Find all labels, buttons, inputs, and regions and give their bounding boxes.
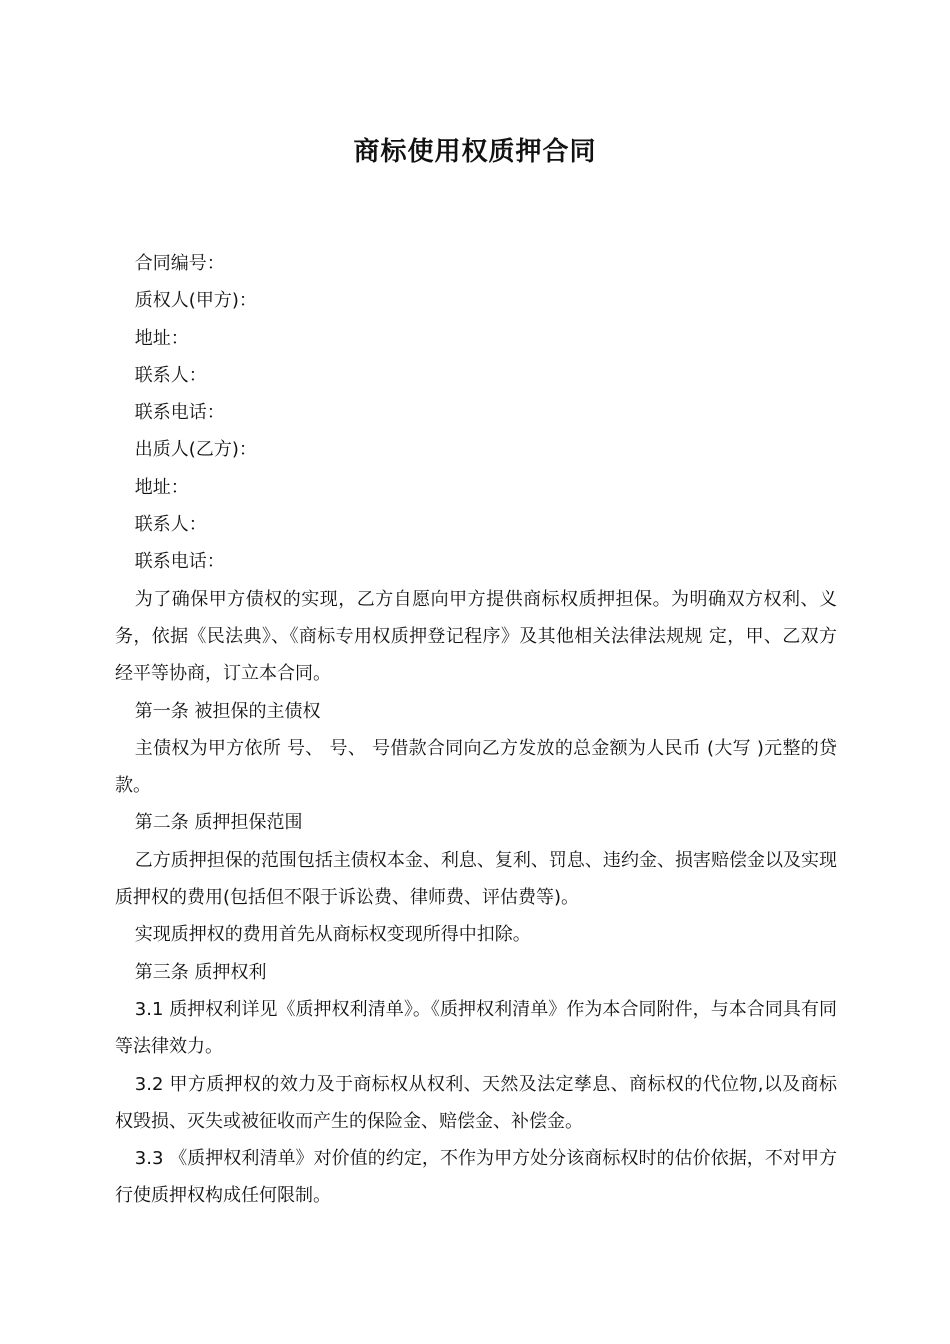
article-1-paragraph: 主债权为甲方依所 号、 号、 号借款合同向乙方发放的总金额为人民币 (大写 )元整的贷款。 <box>115 737 837 797</box>
field-pledgee-contact: 联系人： <box>134 364 207 386</box>
clause-3-3: 3.3 《质押权利清单》对价值的约定，不作为甲方处分该商标权时的估价依据，不对甲方行使质押权构成任何限制。 <box>115 1148 837 1207</box>
field-pledgor-address: 地址： <box>134 476 189 498</box>
article-2-paragraph-2: 实现质押权的费用首先从商标权变现所得中扣除。 <box>134 924 531 946</box>
article-1-heading: 第一条 被担保的主债权 <box>134 700 321 722</box>
clause-3-1: 3.1 质押权利详见《质押权利清单》。《质押权利清单》作为本合同附件，与本合同具有同等法律效力。 <box>115 998 837 1058</box>
field-pledgor-phone: 联系电话： <box>134 551 225 573</box>
article-2-paragraph: 乙方质押担保的范围包括主债权本金、利息、复利、罚息、违约金、损害赔偿金以及实现质押权的费用(包括但不限于诉讼费、律师费、评估费等)。 <box>115 849 837 909</box>
field-pledgee: 质权人(甲方)： <box>134 290 257 312</box>
article-3-heading: 第三条 质押权利 <box>134 961 267 983</box>
clause-3-2: 3.2 甲方质押权的效力及于商标权从权利、天然及法定孳息、商标权的代位物,以及商标权毁损、灭失或被征收而产生的保险金、赔偿金、补偿金。 <box>115 1073 837 1132</box>
field-pledgor: 出质人(乙方)： <box>134 439 257 461</box>
document-body <box>115 245 837 1215</box>
article-2-heading: 第二条 质押担保范围 <box>134 812 303 834</box>
field-pledgee-phone: 联系电话： <box>134 402 225 424</box>
field-contract-number: 合同编号： <box>134 253 225 274</box>
document-title: 商标使用权质押合同 <box>353 137 597 167</box>
field-pledgee-address: 地址： <box>134 327 189 349</box>
preamble-paragraph: 为了确保甲方债权的实现，乙方自愿向甲方提供商标权质押担保。为明确双方权利、义务，依据《民法典》、《商标专用权质押登记程序》及其他相关法律法规规 定，甲、乙双方经平等协商，订立本合同。 <box>115 588 837 685</box>
field-pledgor-contact: 联系人： <box>134 514 207 536</box>
